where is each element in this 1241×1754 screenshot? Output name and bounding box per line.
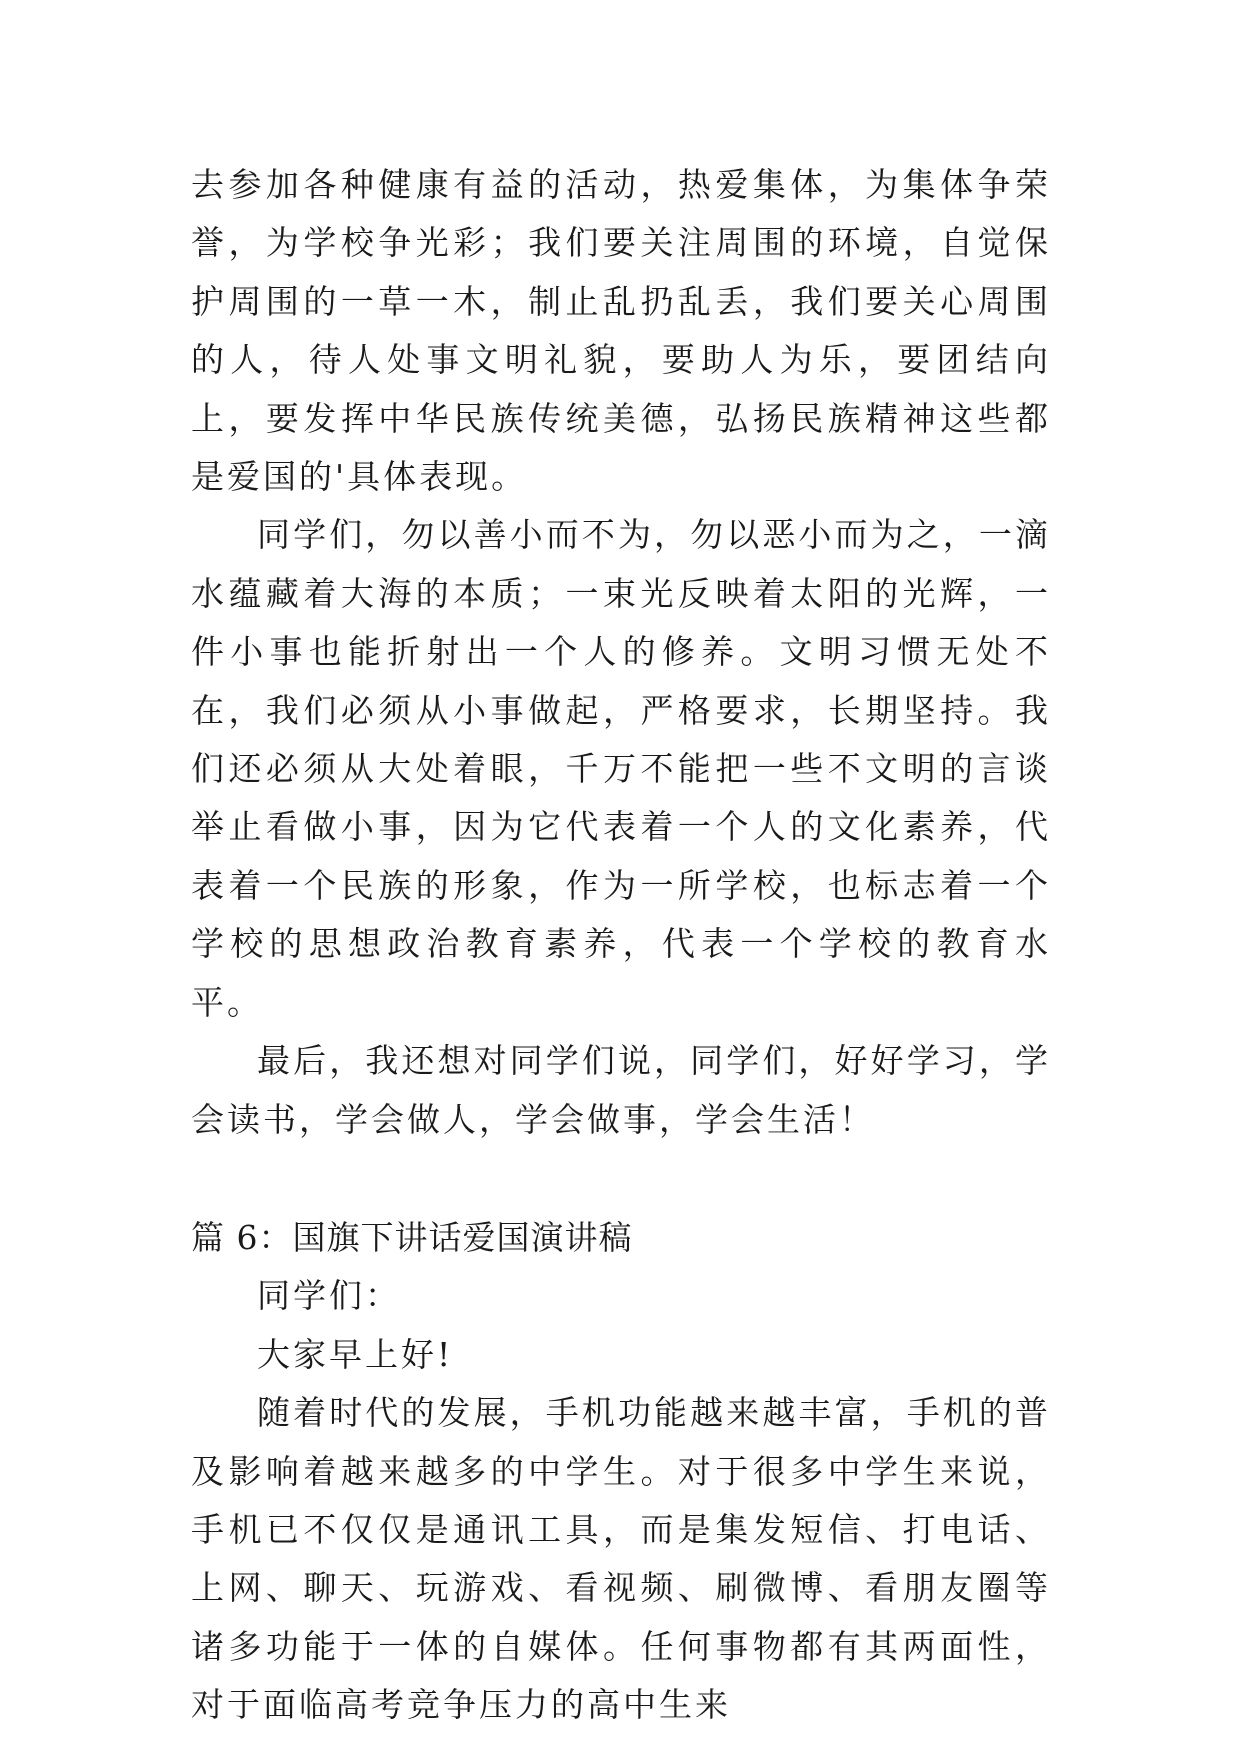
paragraph-continuation: 去参加各种健康有益的活动，热爱集体，为集体争荣誉，为学校争光彩；我们要关注周围的环境，自觉保护周围的一草一木，制止乱扔乱丢，我们要关心周围的人，待人处事文明礼貌，要助人为乐，要团结向上，要发挥中华民族传统美德，弘扬民族精神这些都是爱国的'具体表现。 xyxy=(191,165,1051,497)
paragraph-closing: 最后，我还想对同学们说，同学们，好好学习，学会读书，学会做人，学会做事，学会生活！ xyxy=(191,1041,1051,1139)
paragraph-phones: 随着时代的发展，手机功能越来越丰富，手机的普及影响着越来越多的中学生。对于很多中学生来说，手机已不仅仅是通讯工具，而是集发短信、打电话、上网、聊天、玩游戏、看视频、刷微博、看朋友圈等诸多功能于一体的自媒体。任何事物都有其两面性，对于面临高考竞争压力的高中生来 xyxy=(191,1393,1051,1725)
section-heading: 篇 6：国旗下讲话爱国演讲稿 xyxy=(191,1217,633,1257)
document-body xyxy=(191,156,1051,1735)
paragraph-greeting-address: 同学们： xyxy=(257,1276,401,1316)
paragraph-greeting: 大家早上好! xyxy=(257,1334,454,1374)
paragraph-civility: 同学们，勿以善小而不为，勿以恶小而为之，一滴水蕴藏着大海的本质；一束光反映着太阳的光辉，一件小事也能折射出一个人的修养。文明习惯无处不在，我们必须从小事做起，严格要求，长期坚持。我们还必须从大处着眼，千万不能把一些不文明的言谈举止看做小事，因为它代表着一个人的文化素养，代表着一个民族的形象，作为一所学校，也标志着一个学校的思想政治教育素养，代表一个学校的教育水平。 xyxy=(191,515,1051,1022)
